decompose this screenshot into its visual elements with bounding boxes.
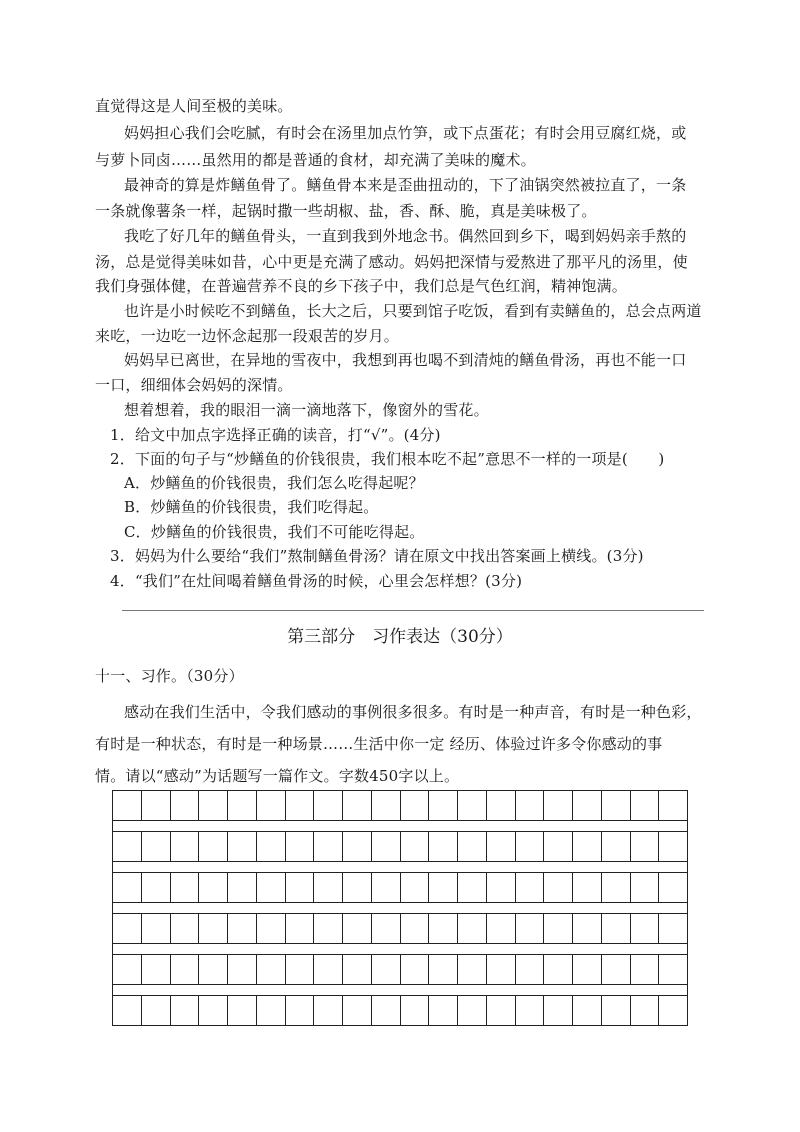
grid-cell <box>142 791 171 820</box>
grid-cell <box>199 996 228 1025</box>
grid-cell <box>487 914 516 943</box>
grid-cell <box>171 996 200 1025</box>
grid-cell <box>372 955 401 984</box>
grid-cell <box>142 996 171 1025</box>
grid-cell <box>171 873 200 902</box>
grid-cell <box>314 832 343 861</box>
grid-cell <box>487 791 516 820</box>
grid-cell <box>659 832 687 861</box>
passage-line: 与萝卜同卤……虽然用的都是普通的食材，却充满了美味的魔术。 <box>95 151 536 169</box>
grid-cell <box>199 791 228 820</box>
grid-cell <box>286 996 315 1025</box>
grid-cell <box>372 873 401 902</box>
option-a: A．炒鳝鱼的价钱很贵，我们怎么吃得起呢？ <box>124 474 424 492</box>
grid-cell <box>401 832 430 861</box>
grid-row-gap <box>112 821 688 831</box>
grid-cell <box>544 873 573 902</box>
grid-cell <box>573 996 602 1025</box>
section-title: 第三部分 习作表达（30分） <box>287 627 513 647</box>
grid-cell <box>573 873 602 902</box>
grid-cell <box>372 791 401 820</box>
grid-row <box>112 913 688 944</box>
grid-cell <box>113 996 142 1025</box>
grid-cell <box>516 914 545 943</box>
grid-cell <box>544 996 573 1025</box>
grid-cell <box>199 832 228 861</box>
grid-cell <box>113 873 142 902</box>
passage-line: 汤，总是觉得美味如昔，心中更是充满了感动。妈妈把深情与爱熬进了那平凡的汤里，使 <box>95 253 688 271</box>
grid-cell <box>113 914 142 943</box>
grid-cell <box>659 873 687 902</box>
passage-line: 也许是小时候吃不到鳝鱼，长大之后，只要到馆子吃饭，看到有卖鳝鱼的，总会点两道 <box>124 302 702 320</box>
grid-cell <box>487 873 516 902</box>
grid-cell <box>631 955 660 984</box>
essay-prompt: 有时是一种状态，有时是一种场景……生活中你一定 经历、体验过许多令你感动的事 <box>95 735 663 753</box>
grid-cell <box>113 832 142 861</box>
grid-cell <box>343 996 372 1025</box>
grid-cell <box>573 791 602 820</box>
grid-row <box>112 831 688 862</box>
grid-cell <box>631 996 660 1025</box>
grid-cell <box>602 955 631 984</box>
grid-cell <box>602 832 631 861</box>
grid-cell <box>343 873 372 902</box>
grid-cell <box>458 914 487 943</box>
grid-cell <box>573 832 602 861</box>
grid-row <box>112 790 688 821</box>
question-4: 4．“我们”在灶间喝着鳝鱼骨汤的时候，心里会怎样想？(3分) <box>110 572 523 590</box>
grid-cell <box>286 873 315 902</box>
grid-row-gap <box>112 944 688 954</box>
grid-cell <box>429 873 458 902</box>
grid-cell <box>228 955 257 984</box>
grid-cell <box>171 955 200 984</box>
grid-cell <box>314 955 343 984</box>
grid-cell <box>573 914 602 943</box>
grid-cell <box>343 791 372 820</box>
grid-cell <box>659 791 687 820</box>
grid-cell <box>659 914 687 943</box>
grid-row-gap <box>112 862 688 872</box>
essay-prompt: 情。请以“感动”为话题写一篇作文。字数450字以上。 <box>95 767 460 785</box>
grid-cell <box>142 832 171 861</box>
passage-line: 一口，细细体会妈妈的深情。 <box>95 376 293 394</box>
grid-cell <box>171 832 200 861</box>
grid-cell <box>286 914 315 943</box>
grid-cell <box>286 791 315 820</box>
grid-row <box>112 872 688 903</box>
passage-line: 我们身强体健，在普遍营养不良的乡下孩子中，我们总是气色红润，精神饱满。 <box>95 277 628 295</box>
section-divider <box>122 610 704 611</box>
option-b: B．炒鳝鱼的价钱很贵，我们吃得起。 <box>124 498 379 516</box>
grid-cell <box>573 955 602 984</box>
grid-cell <box>228 791 257 820</box>
grid-cell <box>401 996 430 1025</box>
grid-cell <box>659 955 687 984</box>
grid-cell <box>458 832 487 861</box>
grid-cell <box>458 791 487 820</box>
grid-cell <box>544 914 573 943</box>
grid-cell <box>343 914 372 943</box>
grid-cell <box>659 996 687 1025</box>
grid-cell <box>257 996 286 1025</box>
grid-cell <box>401 914 430 943</box>
grid-cell <box>372 996 401 1025</box>
grid-cell <box>487 996 516 1025</box>
grid-cell <box>343 832 372 861</box>
grid-cell <box>372 914 401 943</box>
passage-line: 妈妈担心我们会吃腻，有时会在汤里加点竹笋，或下点蛋花；有时会用豆腐红烧，或 <box>124 124 687 142</box>
passage-line: 直觉得这是人间至极的美味。 <box>95 97 293 115</box>
grid-cell <box>544 955 573 984</box>
grid-cell <box>602 914 631 943</box>
grid-cell <box>401 791 430 820</box>
grid-cell <box>631 914 660 943</box>
grid-cell <box>257 873 286 902</box>
grid-cell <box>142 873 171 902</box>
grid-cell <box>631 791 660 820</box>
grid-cell <box>544 791 573 820</box>
essay-prompt: 感动在我们生活中，令我们感动的事例很多很多。有时是一种声音，有时是一种色彩， <box>124 703 702 721</box>
grid-cell <box>171 914 200 943</box>
grid-cell <box>401 955 430 984</box>
passage-line: 来吃，一边吃一边怀念起那一段艰苦的岁月。 <box>95 327 400 345</box>
grid-cell <box>429 791 458 820</box>
passage-line: 最神奇的算是炸鳝鱼骨了。鳝鱼骨本来是歪曲扭动的，下了油锅突然被拉直了，一条 <box>124 176 687 194</box>
grid-cell <box>286 955 315 984</box>
grid-cell <box>631 873 660 902</box>
grid-cell <box>458 873 487 902</box>
passage-line: 我吃了好几年的鳝鱼骨头，一直到我到外地念书。偶然回到乡下，喝到妈妈亲手熬的 <box>124 227 687 245</box>
grid-cell <box>199 873 228 902</box>
grid-cell <box>516 791 545 820</box>
grid-row <box>112 954 688 985</box>
grid-cell <box>602 791 631 820</box>
grid-cell <box>516 832 545 861</box>
grid-cell <box>487 955 516 984</box>
grid-cell <box>113 791 142 820</box>
grid-cell <box>429 955 458 984</box>
grid-cell <box>228 832 257 861</box>
question-3: 3．妈妈为什么要给“我们”熬制鳝鱼骨汤？请在原文中找出答案画上横线。(3分) <box>110 547 644 565</box>
grid-cell <box>142 955 171 984</box>
grid-cell <box>458 996 487 1025</box>
grid-cell <box>602 996 631 1025</box>
grid-cell <box>171 791 200 820</box>
grid-cell <box>199 914 228 943</box>
grid-cell <box>429 914 458 943</box>
passage-line: 妈妈早已离世，在异地的雪夜中，我想到再也喝不到清炖的鳝鱼骨汤，再也不能一口 <box>124 351 687 369</box>
question-1: 1．给文中加点字选择正确的读音，打“√”。(4分) <box>110 426 441 444</box>
grid-cell <box>228 873 257 902</box>
grid-cell <box>257 914 286 943</box>
passage-line: 想着想着，我的眼泪一滴一滴地落下，像窗外的雪花。 <box>124 401 489 419</box>
grid-cell <box>228 914 257 943</box>
grid-row-gap <box>112 903 688 913</box>
grid-cell <box>142 914 171 943</box>
grid-cell <box>257 955 286 984</box>
question-2: 2．下面的句子与“炒鳝鱼的价钱很贵，我们根本吃不起”意思不一样的一项是( ) <box>110 450 665 468</box>
grid-row-gap <box>112 985 688 995</box>
grid-cell <box>372 832 401 861</box>
grid-cell <box>286 832 315 861</box>
grid-cell <box>228 996 257 1025</box>
grid-cell <box>631 832 660 861</box>
grid-row <box>112 995 688 1026</box>
grid-cell <box>257 832 286 861</box>
essay-heading: 十一、习作。（30分） <box>95 667 244 685</box>
grid-cell <box>113 955 142 984</box>
grid-cell <box>458 955 487 984</box>
grid-cell <box>314 914 343 943</box>
option-c: C．炒鳝鱼的价钱很贵，我们不可能吃得起。 <box>124 523 425 541</box>
grid-cell <box>314 791 343 820</box>
grid-cell <box>602 873 631 902</box>
grid-cell <box>343 955 372 984</box>
grid-cell <box>516 955 545 984</box>
grid-cell <box>257 791 286 820</box>
grid-cell <box>401 873 430 902</box>
grid-cell <box>544 832 573 861</box>
grid-cell <box>516 873 545 902</box>
grid-cell <box>314 996 343 1025</box>
grid-cell <box>487 832 516 861</box>
grid-cell <box>199 955 228 984</box>
grid-cell <box>429 832 458 861</box>
grid-cell <box>314 873 343 902</box>
grid-cell <box>516 996 545 1025</box>
passage-line: 一条就像薯条一样，起锅时撒一些胡椒、盐，香、酥、脆，真是美味极了。 <box>95 202 597 220</box>
grid-cell <box>429 996 458 1025</box>
